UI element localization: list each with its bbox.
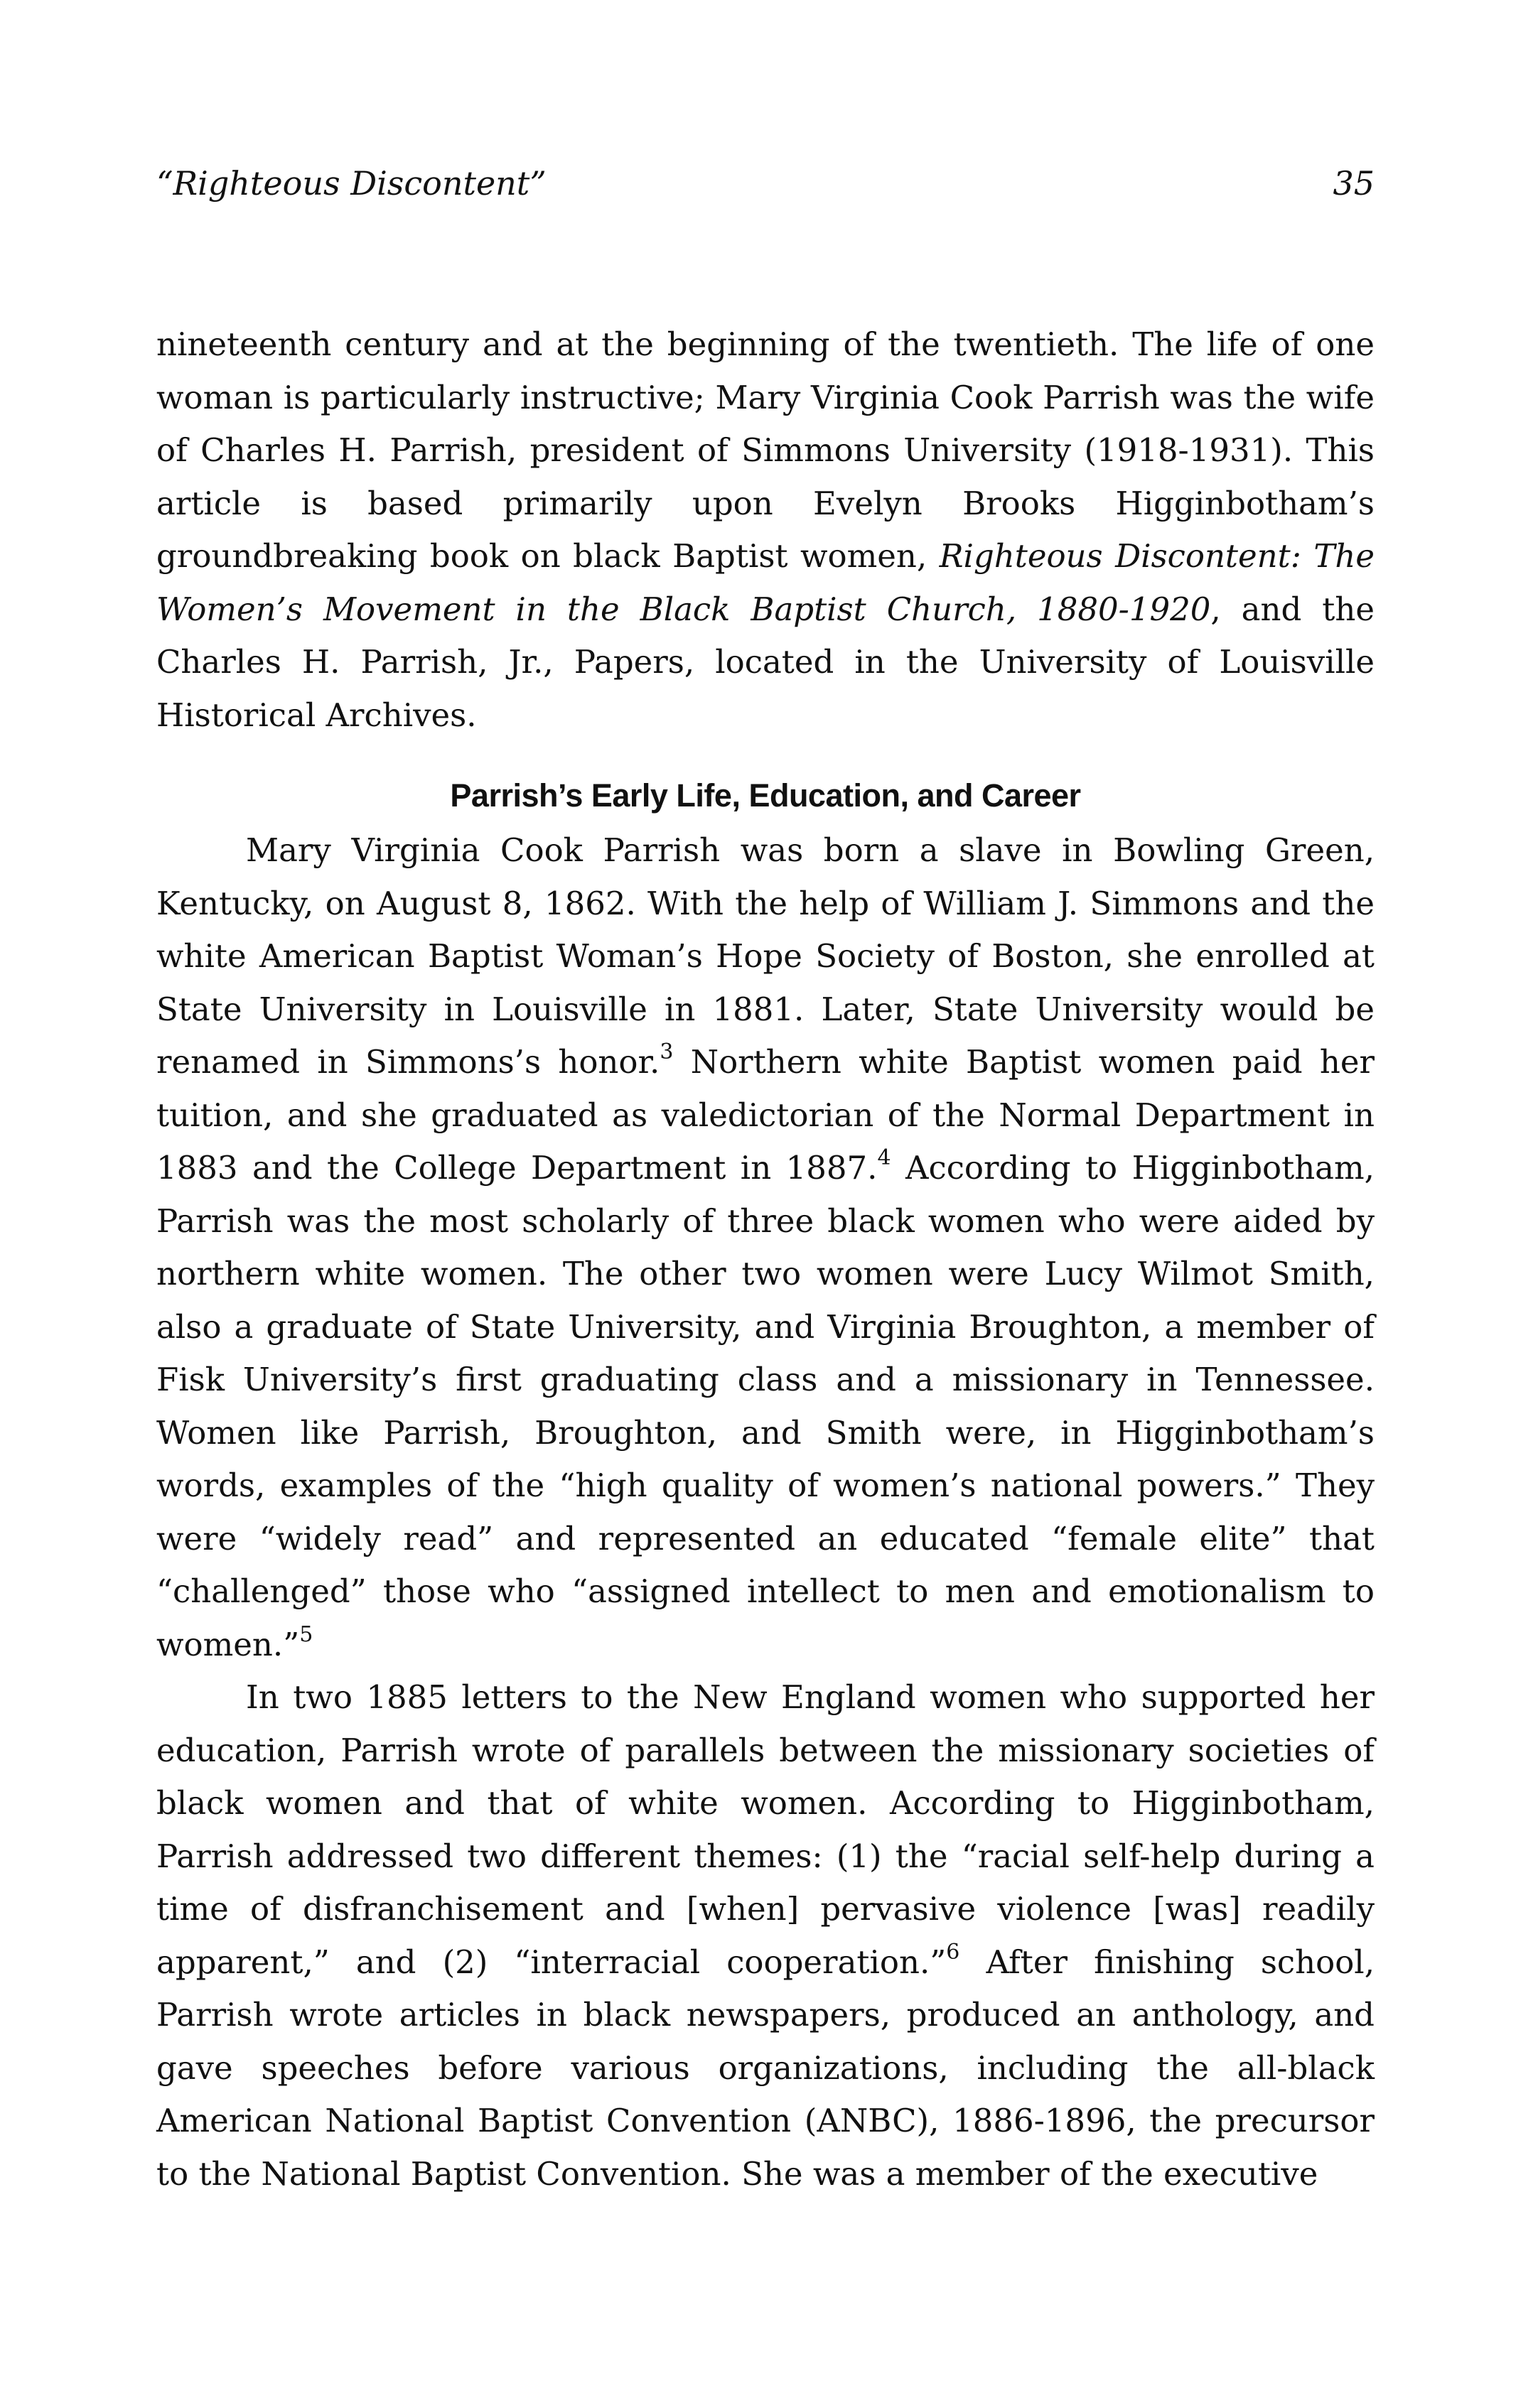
paragraph-2-text-a: In two 1885 letters to the New England women who supported her education, Parrish wrote of parallels between the missionary societies of black women and that of white women. According to Higginbotham, Parrish addressed two different themes: (1) the “racial self-help during a time of disfranchisement and [when] pervasive violence [was] readily apparent,” and (2) “interracial cooperation.”	[156, 1678, 1375, 1981]
running-head	[156, 162, 1375, 205]
footnote-ref-4: 4	[877, 1145, 891, 1170]
intro-text-start: nineteenth century and at the beginning of the twentieth. The life of one woman is particularly instructive; Mary Virginia Cook Parrish was the wife of Charles H. Parrish, president of Simmons University (1918-1931). This article is based primarily upon Evelyn Brooks Higginbotham’s groundbreaking book on black Baptist women,	[156, 325, 1375, 575]
paragraph-1-text-b: Northern white Baptist women paid her tuition, and she graduated as valedictorian of the Normal Department in 1883 and the College Department in 1887.	[156, 1043, 1375, 1187]
section-heading: Parrish’s Early Life, Education, and Career	[450, 777, 1081, 814]
paragraph-1-text-c: According to Higginbotham, Parrish was the most scholarly of three black women who were aided by northern white women. The other two women were Lucy Wilmot Smith, also a graduate of State University, and Virginia Broughton, a member of Fisk University’s first graduating class and a missionary in Tennessee. Women like Parrish, Broughton, and Smith were, in Higginbotham’s words, examples of the “high quality of women’s national powers.” They were “widely read” and represented an educated “female elite” that “challenged” those who “assigned intellect to men and emotionalism to women.”	[156, 1149, 1375, 1663]
footnote-ref-3: 3	[660, 1040, 674, 1064]
article-body	[156, 318, 1375, 2201]
running-title: “Righteous Discontent”	[156, 164, 547, 203]
footnote-ref-5: 5	[299, 1621, 313, 1647]
intro-paragraph	[156, 318, 1375, 742]
paragraph-2-text-b: After finishing school, Parrish wrote articles in black newspapers, produced an anthology, and gave speeches before various organizations, including the all-black American National Baptist Convention (ANBC), 1886-1896, the precursor to the National Baptist Convention. She was a member of the executive	[156, 1943, 1375, 2193]
page	[156, 0, 1375, 2408]
page-number: 35	[1333, 164, 1375, 203]
paragraph-1-text-a: Mary Virginia Cook Parrish was born a slave in Bowling Green, Kentucky, on August 8, 1862. With the help of William J. Simmons and the white American Baptist Woman’s Hope Society of Boston, she enrolled at State University in Louisville in 1881. Later, State University would be renamed in Simmons’s honor.	[156, 831, 1375, 1081]
intro-text-end: , and the Charles H. Parrish, Jr., Papers, located in the University of Louisville Historical Archives.	[156, 590, 1375, 734]
section-paragraph-2	[156, 1671, 1375, 2201]
footnote-ref-6: 6	[946, 1939, 960, 1965]
section-paragraph-1	[156, 824, 1375, 1671]
book-title: Righteous Discontent: The Women’s Movement in the Black Baptist Church, 1880-1920	[156, 537, 1375, 628]
